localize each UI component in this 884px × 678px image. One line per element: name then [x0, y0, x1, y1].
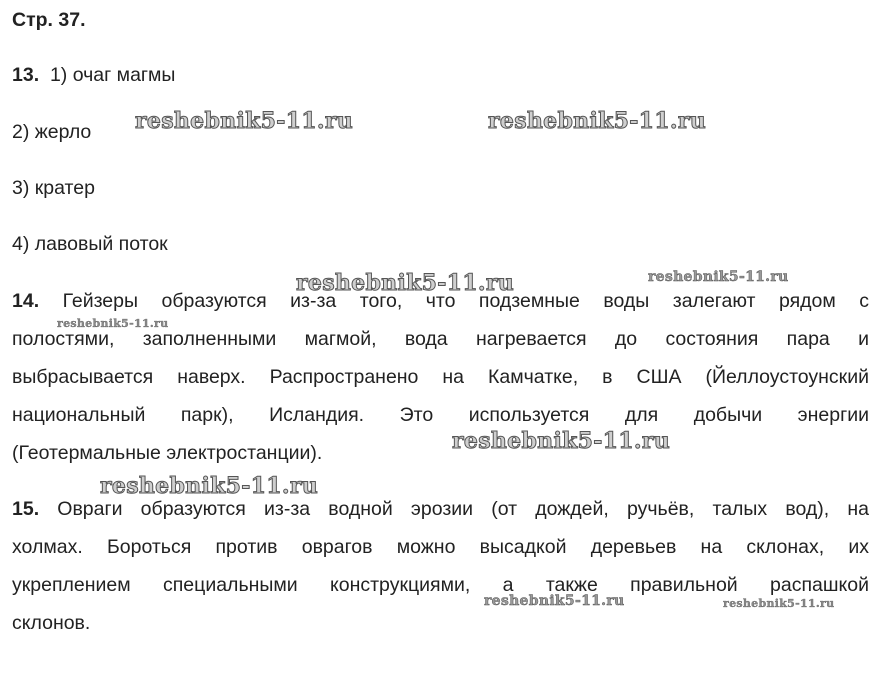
q14-line-2: полостями, заполненными магмой, вода нагревается до состояния пара и [12, 328, 869, 350]
q15-line-4: склонов. [12, 612, 91, 634]
watermark: reshebnik5-11.ru [723, 597, 835, 610]
watermark: reshebnik5-11.ru [488, 108, 707, 134]
watermark: reshebnik5-11.ru [452, 428, 671, 454]
watermark: reshebnik5-11.ru [57, 317, 169, 330]
q14-line-1-text: Гейзеры образуются из-за того, что подземные воды залегают рядом с [62, 290, 869, 312]
q14-line-3: выбрасывается наверх. Распространено на Камчатке, в США (Йеллоустоунский [12, 366, 869, 388]
q14-line-5: (Геотермальные электростанции). [12, 442, 323, 464]
watermark: reshebnik5-11.ru [296, 270, 515, 296]
watermark: reshebnik5-11.ru [648, 269, 789, 285]
q15-line-1-text: Овраги образуются из-за водной эрозии (от дождей, ручьёв, талых вод), на [57, 498, 869, 520]
q13-item-1-text: 1) очаг магмы [49, 64, 176, 86]
q13-item-1 [12, 63, 175, 87]
q13-item-2: 2) жерло [12, 121, 92, 143]
q14-line-4: национальный парк), Исландия. Это используется для добычи энергии [12, 404, 869, 426]
q13-item-3: 3) кратер [12, 177, 95, 199]
q14-number: 14. [12, 290, 40, 312]
q13-number: 13. [12, 64, 40, 86]
watermark: reshebnik5-11.ru [484, 593, 625, 609]
watermark: reshebnik5-11.ru [100, 473, 319, 499]
q15-line-1 [12, 497, 869, 521]
q15-number: 15. [12, 498, 40, 520]
q13-item-4: 4) лавовый поток [12, 233, 168, 255]
q15-line-3: укреплением специальными конструкциями, а также правильной распашкой [12, 574, 869, 596]
q15-line-2: холмах. Бороться против оврагов можно высадкой деревьев на склонах, их [12, 536, 869, 558]
watermark: reshebnik5-11.ru [135, 108, 354, 134]
page-header: Стр. 37. [12, 9, 86, 31]
